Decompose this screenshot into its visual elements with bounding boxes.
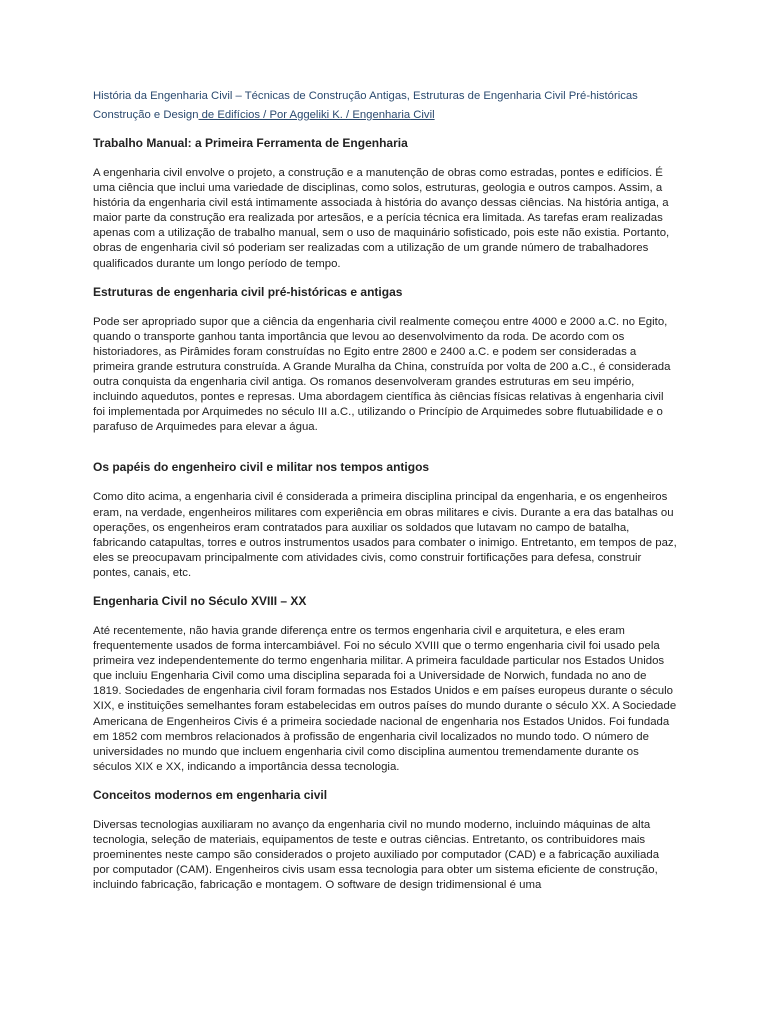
section-modern-concepts bbox=[93, 787, 678, 893]
section-heading: Trabalho Manual: a Primeira Ferramenta de Engenharia bbox=[93, 136, 408, 150]
breadcrumb-line-2 bbox=[93, 106, 678, 125]
section-paragraph: Diversas tecnologias auxiliaram no avanço da engenharia civil no mundo moderno, incluindo máquinas de alta tecnologia, seleção de materiais, equipamentos de teste e outras ciências. Entretanto, os contribuidores mais proeminentes neste campo são considerados o projeto auxiliado por computador (CAD) e a fabricação auxiliada por computador (CAM). Engenheiros civis usam essa tecnologia para obter um sistema eficiente de construção, incluindo fabricação, fabricação e montagem. O software de design tridimensional é uma bbox=[93, 818, 660, 892]
breadcrumb-text-author: de Edifícios / Por Aggeliki K. / Engenharia bbox=[198, 109, 411, 121]
section-manual-labor bbox=[93, 135, 678, 272]
breadcrumb bbox=[93, 87, 678, 125]
section-civil-military-roles bbox=[93, 459, 678, 581]
breadcrumb-link-history[interactable]: História da Engenharia Civil – Técnicas de Construção Antigas, Estruturas de Engenharia Civil Pré-históricas bbox=[93, 90, 638, 102]
breadcrumb-line-1 bbox=[93, 87, 678, 106]
document-page bbox=[93, 87, 678, 905]
section-paragraph: Como dito acima, a engenharia civil é considerada a primeira disciplina principal da engenharia, e os engenheiros eram, na verdade, engenheiros militares com experiência em obras militares e civis. Durante a era das batalhas ou operações, os engenheiros eram contratados para auxiliar os soldados que lutavam no campo de batalha, fabricando catapultas, torres e outros instrumentos usados para combater o inimigo. Entretanto, em tempos de paz, eles se preocupavam principalmente com atividades civis, como construir fortificações para defesa, construir pontes, canais, etc. bbox=[93, 491, 677, 579]
section-paragraph: Pode ser apropriado supor que a ciência da engenharia civil realmente começou entre 4000 e 2000 a.C. no Egito, quando o transporte ganhou tanta importância que levou ao desenvolvimento da roda. De acordo com os historiadores, as Pirâmides foram construídas no Egito entre 2800 e 2400 a.C. e podem ser consideradas a primeira grande estrutura construída. A Grande Muralha da China, construída por volta de 200 a.C., é considerada outra conquista da engenharia civil antiga. Os romanos desenvolveram grandes estruturas em seu império, incluindo aquedutos, pontes e represas. Uma abordagem científica às ciências físicas relativas à engenharia civil foi implementada por Arquimedes no século III a.C., utilizando o Princípio de Arquimedes sobre flutuabilidade e o parafuso de Arquimedes para elevar a água. bbox=[93, 315, 671, 434]
section-paragraph: Até recentemente, não havia grande diferença entre os termos engenharia civil e arquitetura, e eles eram frequentemente usados de forma intercambiável. Foi no século XVIII que o termo engenharia civil foi usado pela primeira vez independentemente do termo engenharia militar. A primeira faculdade particular nos Estados Unidos que incluiu Engenharia Civil como uma disciplina separada foi a Universidade de Norwich, fundada no ano de 1819. Sociedades de engenharia civil foram formadas nos Estados Unidos e em países europeus durante o século XIX, e instituições semelhantes foram estabelecidas em outros países do mundo durante o século XX. A Sociedade Americana de Engenheiros Civis é a primeira sociedade nacional de engenharia nos Estados Unidos. Foi fundada em 1852 com membros relacionados à profissão de engenharia civil localizados no mundo todo. O número de universidades no mundo que incluem engenharia civil como disciplina aumentou tremendamente durante os séculos XIX e XX, indicando a importância dessa tecnologia. bbox=[93, 624, 677, 773]
breadcrumb-text-construction: Construção e Design bbox=[93, 109, 199, 121]
breadcrumb-text-category: Civil bbox=[410, 109, 435, 121]
spacer bbox=[93, 447, 678, 459]
section-paragraph: A engenharia civil envolve o projeto, a construção e a manutenção de obras como estradas, pontes e edifícios. É uma ciência que inclui uma variedade de disciplinas, como solos, estruturas, geologia e outros campos. Assim, a história da engenharia civil está intimamente associada à história do avanço dessas ciências. Na história antiga, a maior parte da construção era realizada por artesãos, e a perícia técnica era limitada. As tarefas eram realizadas apenas com a utilização de trabalho manual, sem o uso de maquinário sofisticado, pois este não existia. Portanto, obras de engenharia civil só poderiam ser realizadas com a utilização de um grande número de trabalhadores qualificados durante um longo período de tempo. bbox=[93, 167, 670, 270]
section-heading: Engenharia Civil no Século XVIII – XX bbox=[93, 593, 307, 608]
section-heading: Conceitos modernos em engenharia civil bbox=[93, 787, 328, 802]
section-18th-20th-century bbox=[93, 593, 678, 775]
section-prehistoric-structures bbox=[93, 284, 678, 436]
breadcrumb-link-construction[interactable] bbox=[93, 109, 435, 121]
section-heading: Os papéis do engenheiro civil e militar nos tempos antigos bbox=[93, 460, 430, 475]
section-heading: Estruturas de engenharia civil pré-históricas e antigas bbox=[93, 284, 403, 299]
